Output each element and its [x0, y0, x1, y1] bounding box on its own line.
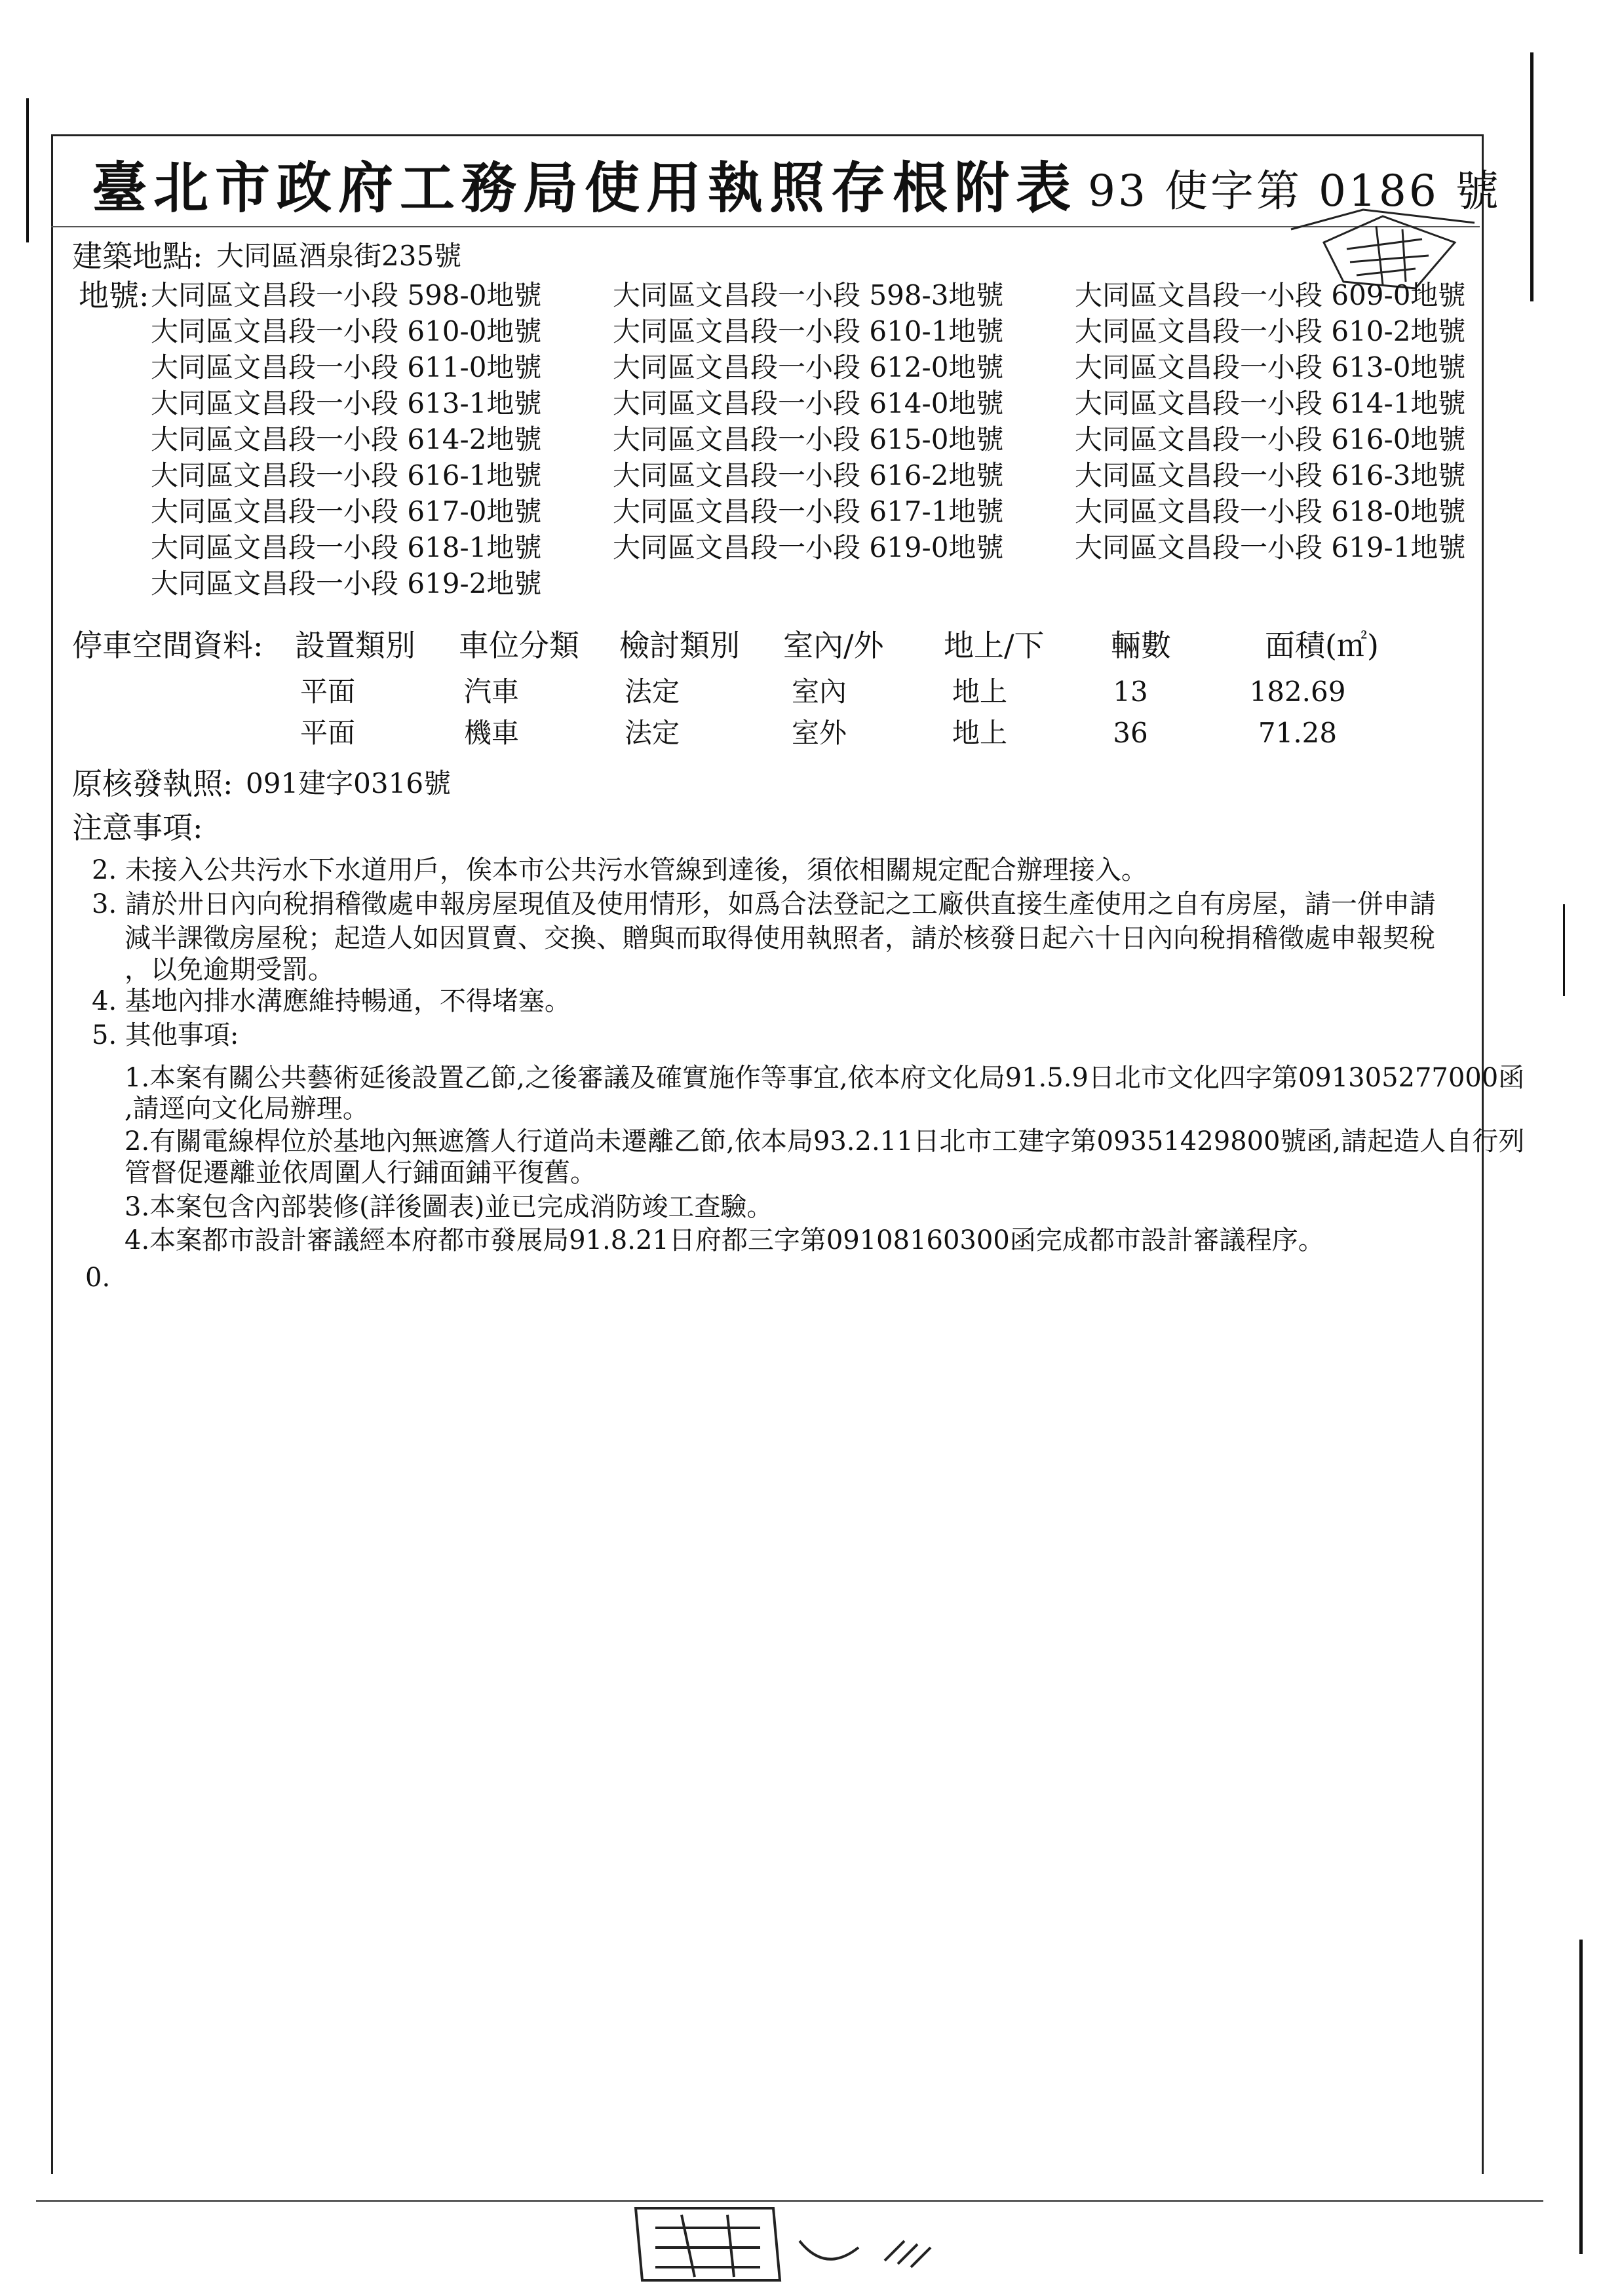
parking-cell: 平面 — [299, 676, 355, 708]
parking-cell: 汽車 — [463, 676, 519, 708]
notes-label: 注意事項: — [72, 810, 203, 845]
lot-item: 大同區文昌段一小段 616-2地號 — [613, 459, 1004, 491]
parking-cell: 室外 — [791, 717, 847, 749]
location-value: 大同區酒泉街235號 — [216, 240, 462, 272]
lot-item: 大同區文昌段一小段 613-0地號 — [1075, 351, 1466, 383]
lot-item: 大同區文昌段一小段 616-3地號 — [1075, 459, 1466, 491]
note-line: ，以免逾期受罰。 — [125, 955, 334, 985]
title-divider — [51, 226, 1480, 227]
lot-item: 大同區文昌段一小段 614-2地號 — [151, 423, 542, 455]
parking-header-cell: 面積(㎡) — [1265, 628, 1379, 663]
lot-item: 大同區文昌段一小段 610-1地號 — [613, 315, 1004, 347]
parking-cell: 法定 — [624, 676, 680, 708]
document-title: 臺北市政府工務局使用執照存根附表 — [92, 155, 1078, 220]
parking-header-cell: 車位分類 — [459, 628, 579, 663]
lot-item: 大同區文昌段一小段 617-1地號 — [613, 495, 1004, 527]
lot-item: 大同區文昌段一小段 614-0地號 — [613, 387, 1004, 419]
lot-item: 大同區文昌段一小段 616-0地號 — [1075, 423, 1466, 455]
note-line: 2. 未接入公共污水下水道用戶，俟本市公共污水管線到達後，須依相關規定配合辦理接入。 — [92, 855, 1148, 885]
scan-edge-mark — [1530, 52, 1533, 301]
lot-item: 大同區文昌段一小段 598-3地號 — [613, 279, 1004, 311]
note-line: 0. — [85, 1263, 111, 1293]
note-line: 2.有關電線桿位於基地內無遮簷人行道尚未遷離乙節,依本局93.2.11日北市工建字第09351429800號函,請起造人自行列 — [125, 1126, 1525, 1157]
original-permit-label: 原核發執照: — [72, 766, 233, 801]
note-line: 4. 基地內排水溝應維持暢通，不得堵塞。 — [92, 986, 571, 1016]
parking-cell: 室內 — [791, 676, 847, 708]
parking-header-cell: 檢討類別 — [619, 628, 740, 663]
lot-item: 大同區文昌段一小段 615-0地號 — [613, 423, 1004, 455]
parking-header-cell: 地上/下 — [944, 628, 1045, 663]
note-line: 減半課徵房屋稅；起造人如因買賣、交換、贈與而取得使用執照者，請於核發日起六十日內向稅捐稽徵處申報契稅 — [125, 923, 1435, 953]
parking-header-cell: 設置類別 — [295, 628, 415, 663]
lot-item: 大同區文昌段一小段 619-2地號 — [151, 567, 542, 600]
parking-cell: 地上 — [952, 676, 1007, 708]
note-line: 3. 請於卅日內向稅捐稽徵處申報房屋現值及使用情形，如爲合法登記之工廠供直接生產使用之自有房屋，請一併申請 — [92, 889, 1436, 919]
lot-item: 大同區文昌段一小段 618-1地號 — [151, 531, 542, 564]
parking-cell: 地上 — [952, 717, 1007, 749]
lot-item: 大同區文昌段一小段 609-0地號 — [1075, 279, 1466, 311]
parking-cell: 13 — [1113, 676, 1148, 708]
parking-header-cell: 室內/外 — [783, 628, 884, 663]
parking-cell: 法定 — [624, 717, 680, 749]
original-permit-value: 091建字0316號 — [246, 767, 452, 799]
lots-label: 地號: — [79, 278, 149, 313]
parking-cell: 182.69 — [1249, 676, 1346, 708]
lot-item: 大同區文昌段一小段 613-1地號 — [151, 387, 542, 419]
lot-item: 大同區文昌段一小段 610-0地號 — [151, 315, 542, 347]
note-line: 1.本案有關公共藝術延後設置乙節,之後審議及確實施作等事宜,依本府文化局91.5.9日北市文化四字第091305277000函 — [125, 1063, 1525, 1093]
note-line: 管督促遷離並依周圍人行鋪面鋪平復舊。 — [125, 1158, 596, 1188]
note-line: 4.本案都市設計審議經本府都市發展局91.8.21日府都三字第09108160300函完成都市設計審議程序。 — [125, 1225, 1324, 1255]
parking-label: 停車空間資料: — [72, 628, 263, 663]
location-label: 建築地點: — [72, 239, 203, 274]
permit-number: 93 使字第 0186 號 — [1088, 166, 1501, 216]
note-line: ,請逕向文化局辦理。 — [125, 1094, 369, 1124]
parking-cell: 平面 — [299, 717, 355, 749]
lot-item: 大同區文昌段一小段 617-0地號 — [151, 495, 542, 527]
parking-cell: 71.28 — [1258, 717, 1338, 749]
parking-cell: 機車 — [463, 717, 519, 749]
lot-item: 大同區文昌段一小段 618-0地號 — [1075, 495, 1466, 527]
scan-edge-mark — [1579, 1940, 1583, 2254]
lot-item: 大同區文昌段一小段 614-1地號 — [1075, 387, 1466, 419]
page-stamp-icon — [629, 2202, 957, 2287]
lot-item: 大同區文昌段一小段 619-0地號 — [613, 531, 1004, 564]
note-line: 5. 其他事項: — [92, 1020, 239, 1050]
scan-edge-mark — [1563, 904, 1565, 996]
lot-item: 大同區文昌段一小段 619-1地號 — [1075, 531, 1466, 564]
lot-item: 大同區文昌段一小段 616-1地號 — [151, 459, 542, 491]
lot-item: 大同區文昌段一小段 610-2地號 — [1075, 315, 1466, 347]
note-line: 3.本案包含內部裝修(詳後圖表)並已完成消防竣工查驗。 — [125, 1192, 773, 1222]
parking-header-cell: 輛數 — [1111, 628, 1171, 663]
lot-item: 大同區文昌段一小段 598-0地號 — [151, 279, 542, 311]
parking-cell: 36 — [1113, 717, 1148, 749]
lot-item: 大同區文昌段一小段 612-0地號 — [613, 351, 1004, 383]
lot-item: 大同區文昌段一小段 611-0地號 — [151, 351, 542, 383]
scan-edge-mark — [26, 98, 29, 242]
